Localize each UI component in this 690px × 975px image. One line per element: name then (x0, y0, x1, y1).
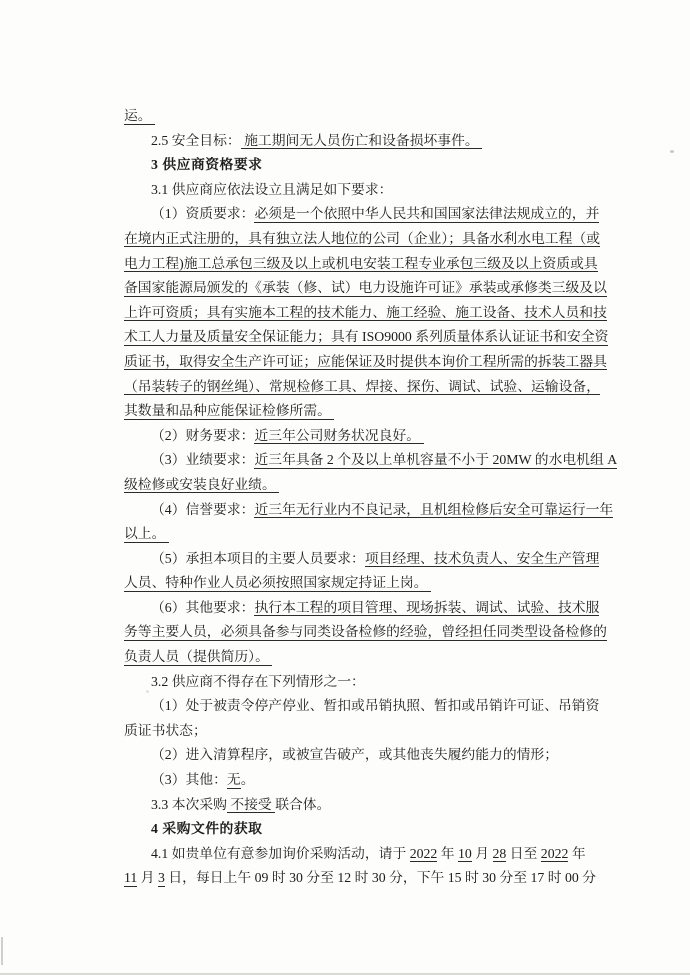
underlined-text-segment: 必须是一个依照中华人民共和国国家法律法规成立的，并 (254, 206, 600, 222)
text-segment: 3.1 供应商应依法设立且满足如下要求： (151, 181, 393, 197)
text-segment: （1）资质要求： (151, 206, 255, 222)
underlined-text-segment: 近三年公司财务状况良好。 (254, 427, 424, 443)
text-segment: （5）承担本项目的主要人员要求： (151, 550, 365, 566)
text-line (124, 768, 624, 793)
text-segment: 2.5 安全目标： (151, 132, 241, 148)
text-line (124, 399, 624, 424)
text-segment: 年 (437, 845, 458, 861)
text-line (124, 350, 624, 375)
text-line (124, 227, 624, 252)
text-line (124, 325, 624, 350)
underlined-text-segment: 负责人员（提供简历）。 (124, 649, 273, 665)
text-line (124, 276, 624, 301)
underlined-text-segment: 10 (458, 845, 472, 861)
scan-edge-artifact (1, 937, 3, 965)
text-segment: 年 (568, 845, 586, 861)
text-line (124, 719, 624, 744)
underlined-text-segment: 无 (226, 772, 241, 788)
document-content (124, 104, 624, 891)
underlined-text-segment: 上许可资质；具有实施本工程的技术能力、施工经验、施工设备、技术人员和技 (124, 304, 607, 320)
underlined-text-segment: 近三年具备 2 个及以上单机容量不小于 20MW 的水电机组 A (254, 452, 618, 468)
text-line (124, 620, 624, 645)
underlined-text-segment: 备国家能源局颁发的《承装（修、试）电力设施许可证》承装或承修类三级及以 (124, 280, 607, 296)
section-heading-line (124, 817, 624, 842)
underlined-text-segment: 11 (124, 870, 138, 886)
text-segment: 4 采购文件的获取 (151, 821, 263, 837)
text-segment: （4）信誉要求： (151, 501, 255, 517)
section-heading-line (124, 153, 624, 178)
underlined-text-segment: 28 (492, 845, 507, 861)
text-segment: （6）其他要求： (151, 599, 255, 615)
text-line (124, 448, 624, 473)
text-line (124, 596, 624, 621)
text-line (124, 252, 624, 277)
text-segment: 质证书状态； (124, 722, 207, 738)
text-line (124, 866, 624, 891)
text-segment: （3）业绩要求： (151, 452, 255, 468)
underlined-text-segment: 级检修或安装良好业绩。 (124, 476, 280, 492)
text-segment: 日至 (506, 845, 541, 861)
text-line (124, 522, 624, 547)
text-segment: 4.1 如贵单位有意参加询价采购活动，请于 (151, 845, 410, 861)
text-line (124, 670, 624, 695)
text-segment: 月 (471, 845, 493, 861)
text-line (124, 301, 624, 326)
underlined-text-segment: 在境内正式注册的，具有独立法人地位的公司（企业）；具备水利水电工程（或 (124, 230, 600, 246)
scan-speck (670, 150, 674, 153)
text-segment: 3.2 供应商不得存在下列情形之一： (151, 673, 365, 689)
text-line (124, 375, 624, 400)
underlined-text-segment: 术工人力量及质量安全保证能力；具有 ISO9000 系列质量体系认证证书和安全资 (124, 329, 609, 345)
underlined-text-segment: 近三年无行业内不良记录，且机组检修后安全可靠运行一年 (254, 501, 614, 517)
text-line (124, 645, 624, 670)
text-line (124, 842, 624, 867)
text-line (124, 178, 624, 203)
underlined-text-segment: 施工期间无人员伤亡和设备损坏事件。 (240, 132, 483, 148)
underlined-text-segment: 其数量和品种应能保证检修所需。 (124, 403, 335, 419)
text-line (124, 547, 624, 572)
text-segment: 月 (137, 870, 158, 886)
text-line (124, 694, 624, 719)
text-segment: （1）处于被责令停产停业、暂扣或吊销执照、暂扣或吊销许可证、吊销资 (151, 698, 600, 714)
underlined-text-segment: 项目经理、技术负责人、安全生产管理 (364, 550, 600, 566)
text-segment: 联合体。 (275, 796, 331, 812)
underlined-text-segment: 2022 (409, 845, 438, 861)
text-line (124, 571, 624, 596)
underlined-text-segment: 务等主要人员，必须具备参与同类设备检修的经验，曾经担任同类型设备检修的 (124, 624, 607, 640)
text-segment: （3）其他： (151, 772, 227, 788)
underlined-text-segment: 运。 (124, 108, 156, 123)
text-segment: 3 供应商资格要求 (151, 157, 263, 173)
text-line (124, 129, 624, 154)
text-segment: 3.3 本次采购 (151, 796, 227, 812)
text-line (124, 473, 624, 498)
text-line (124, 202, 624, 227)
underlined-text-segment: 以上。 (124, 526, 169, 542)
underlined-text-segment: 3 (158, 870, 165, 886)
text-line (124, 104, 624, 129)
text-segment: 。 (240, 772, 255, 788)
underlined-text-segment: 不接受 (226, 796, 276, 812)
text-line (124, 424, 624, 449)
underlined-text-segment: 人员、特种作业人员必须按照国家规定持证上岗。 (124, 575, 431, 591)
text-line (124, 793, 624, 818)
text-line (124, 498, 624, 523)
underlined-text-segment: 2022 (540, 845, 569, 861)
text-line (124, 743, 624, 768)
underlined-text-segment: （吊装转子的钢丝绳）、常规检修工具、焊接、探伤、调试、试验、运输设备， (124, 378, 600, 394)
text-segment: 日，每日上午 09 时 30 分至 12 时 30 分，下午 15 时 30 分至 17 时 00 分 (164, 870, 597, 886)
underlined-text-segment: 执行本工程的项目管理、现场拆装、调试、试验、技术服 (254, 599, 600, 615)
underlined-text-segment: 电力工程)施工总承包三级及以上或机电安装工程专业承包三级及以上资质或具 (124, 255, 598, 271)
text-segment: （2）财务要求： (151, 427, 255, 443)
underlined-text-segment: 质证书，取得安全生产许可证；应能保证及时提供本询价工程所需的拆装工器具 (124, 353, 607, 369)
text-segment: （2）进入清算程序，或被宣告破产，或其他丧失履约能力的情形； (151, 747, 559, 763)
scan-speck (146, 690, 149, 693)
